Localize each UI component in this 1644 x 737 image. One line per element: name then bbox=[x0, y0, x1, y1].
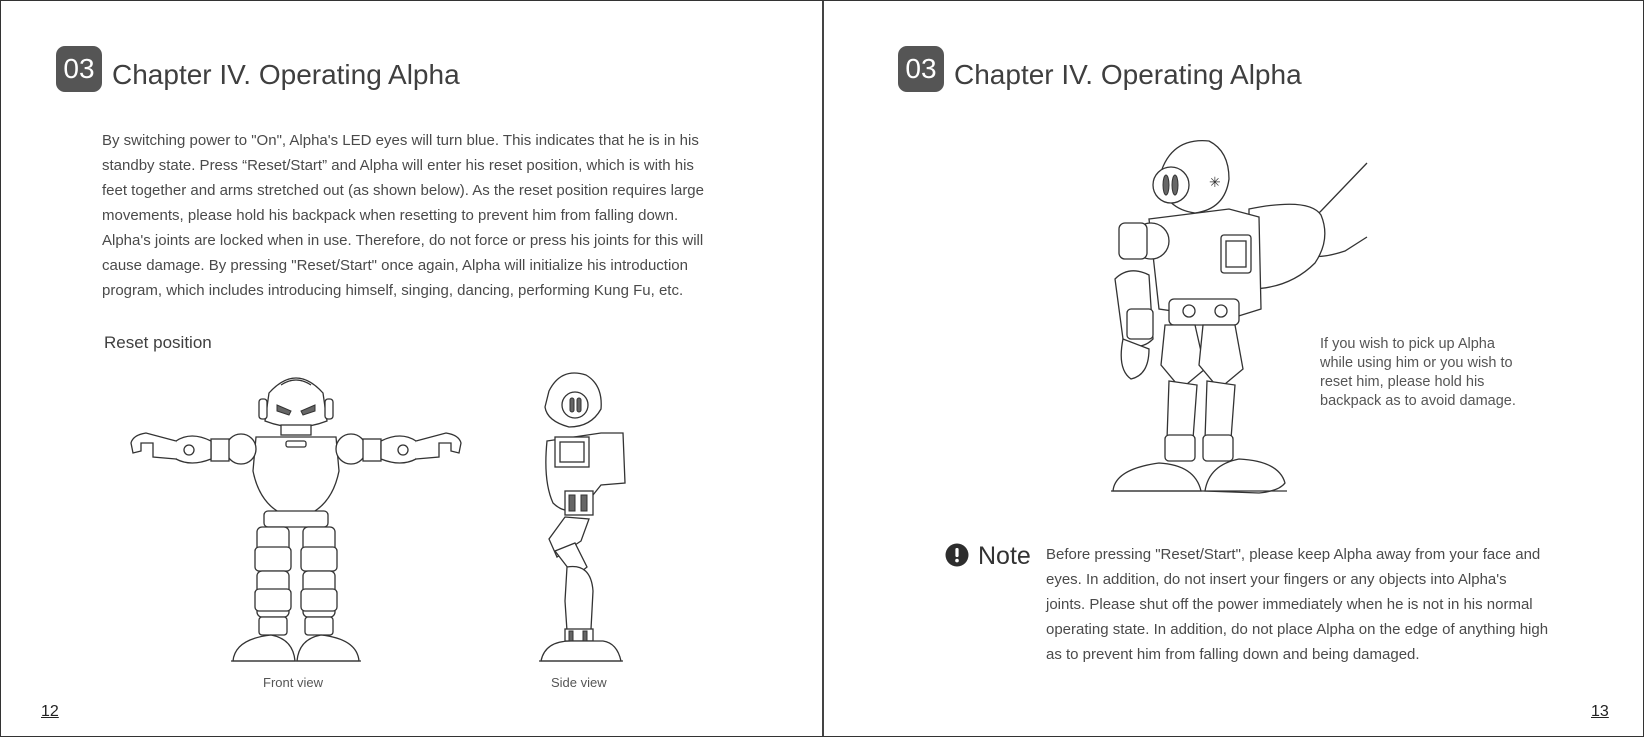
hint-line: while using him or you wish to bbox=[1320, 355, 1513, 371]
page-number: 12 bbox=[41, 703, 59, 720]
body-line: movements, please hold his backpack when resetting to prevent him from falling down. bbox=[102, 207, 679, 224]
note-line: Before pressing "Reset/Start", please keep Alpha away from your face and bbox=[1046, 546, 1541, 563]
body-line: By switching power to "On", Alpha's LED eyes will turn blue. This indicates that he is in his bbox=[102, 132, 699, 149]
body-line: cause damage. By pressing "Reset/Start" once again, Alpha will initialize his introduction bbox=[102, 257, 688, 274]
exclamation-circle-icon bbox=[945, 543, 969, 567]
intro-paragraph bbox=[102, 128, 704, 303]
pickup-hint-text bbox=[1320, 335, 1516, 411]
front-view-caption: Front view bbox=[263, 675, 323, 690]
reset-position-heading: Reset position bbox=[104, 333, 212, 352]
note-line: joints. Please shut off the power immediately when he is not in his normal bbox=[1046, 596, 1533, 613]
robot-front-view-illustration bbox=[131, 371, 461, 671]
robot-side-view-illustration bbox=[531, 371, 641, 671]
note-label: Note bbox=[978, 542, 1031, 570]
page-left bbox=[1, 1, 824, 736]
note-line: as to prevent him from falling down and being damaged. bbox=[1046, 646, 1420, 663]
side-view-caption: Side view bbox=[551, 675, 607, 690]
chapter-title: Chapter IV. Operating Alpha bbox=[954, 59, 1302, 90]
chapter-number-badge: 03 bbox=[898, 46, 944, 92]
page-right bbox=[824, 1, 1643, 736]
hint-line: reset him, please hold his bbox=[1320, 374, 1485, 390]
svg-text:✳: ✳ bbox=[1209, 174, 1221, 190]
note-paragraph bbox=[1046, 542, 1548, 667]
hint-line: backpack as to avoid damage. bbox=[1320, 393, 1516, 409]
hint-line: If you wish to pick up Alpha bbox=[1320, 336, 1495, 352]
page-number: 13 bbox=[1591, 703, 1609, 720]
body-line: program, which includes introducing himself, singing, dancing, performing Kung Fu, etc. bbox=[102, 282, 684, 299]
robot-held-by-backpack-illustration bbox=[1109, 139, 1379, 519]
note-line: eyes. In addition, do not insert your fingers or any objects into Alpha's bbox=[1046, 571, 1507, 588]
body-line: standby state. Press “Reset/Start” and Alpha will enter his reset position, which is with his bbox=[102, 157, 694, 174]
chapter-number-badge: 03 bbox=[56, 46, 102, 92]
body-line: Alpha's joints are locked when in use. Therefore, do not force or press his joints for this will bbox=[102, 232, 704, 249]
chapter-title: Chapter IV. Operating Alpha bbox=[112, 59, 460, 90]
note-line: operating state. In addition, do not place Alpha on the edge of anything high bbox=[1046, 621, 1549, 638]
body-line: feet together and arms stretched out (as shown below). As the reset position requires large bbox=[102, 182, 704, 199]
